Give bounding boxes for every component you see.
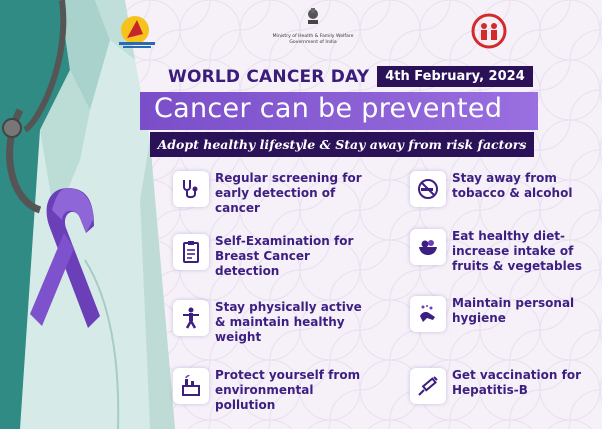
tip-item (173, 171, 380, 216)
tip-item (173, 368, 365, 413)
ministry-logo (272, 6, 354, 46)
banner-title: Cancer can be prevented (154, 93, 503, 124)
fruit-bowl-icon (410, 229, 446, 265)
event-title: WORLD CANCER DAY (168, 66, 370, 87)
tip-item (410, 368, 592, 404)
syringe-icon (410, 368, 446, 404)
purple-ribbon-icon (28, 178, 108, 338)
government-name: Government of India (289, 40, 337, 45)
tip-text: Eat healthy diet-increase intake of fruits & vegetables (452, 229, 583, 273)
clipboard-icon (173, 234, 209, 270)
header (168, 66, 533, 87)
no-smoking-icon (410, 171, 446, 207)
tip-text: Maintain personal hygiene (452, 296, 575, 325)
main-banner (140, 92, 538, 130)
tip-item (410, 229, 592, 274)
tip-text: Get vaccination for Hepatitis-B (452, 368, 581, 397)
tip-item (410, 296, 592, 332)
sub-banner (150, 132, 534, 157)
tip-text: Protect yourself from environmental pollution (215, 368, 361, 412)
handwash-icon (410, 296, 446, 332)
tip-text: Stay away from tobacco & alcohol (452, 171, 573, 200)
tip-item (173, 234, 360, 279)
factory-icon (173, 368, 209, 404)
stethoscope-icon (173, 171, 209, 207)
national-emblem-icon (306, 6, 320, 26)
tip-text: Stay physically active & maintain healthy weight (215, 300, 362, 344)
tip-item (173, 300, 365, 345)
ncd-logo-icon (115, 12, 159, 50)
exercise-icon (173, 300, 209, 336)
tip-text: Self-Examination for Breast Cancer detection (215, 234, 354, 278)
tip-text: Regular screening for early detection of cancer (215, 171, 362, 215)
event-date: 4th February, 2024 (377, 66, 532, 87)
ministry-name: Ministry of Health & Family Welfare (272, 34, 354, 39)
national-health-mission-icon (467, 12, 511, 50)
tip-item (410, 171, 592, 207)
banner-subtitle: Adopt healthy lifestyle & Stay away from risk factors (157, 137, 527, 152)
